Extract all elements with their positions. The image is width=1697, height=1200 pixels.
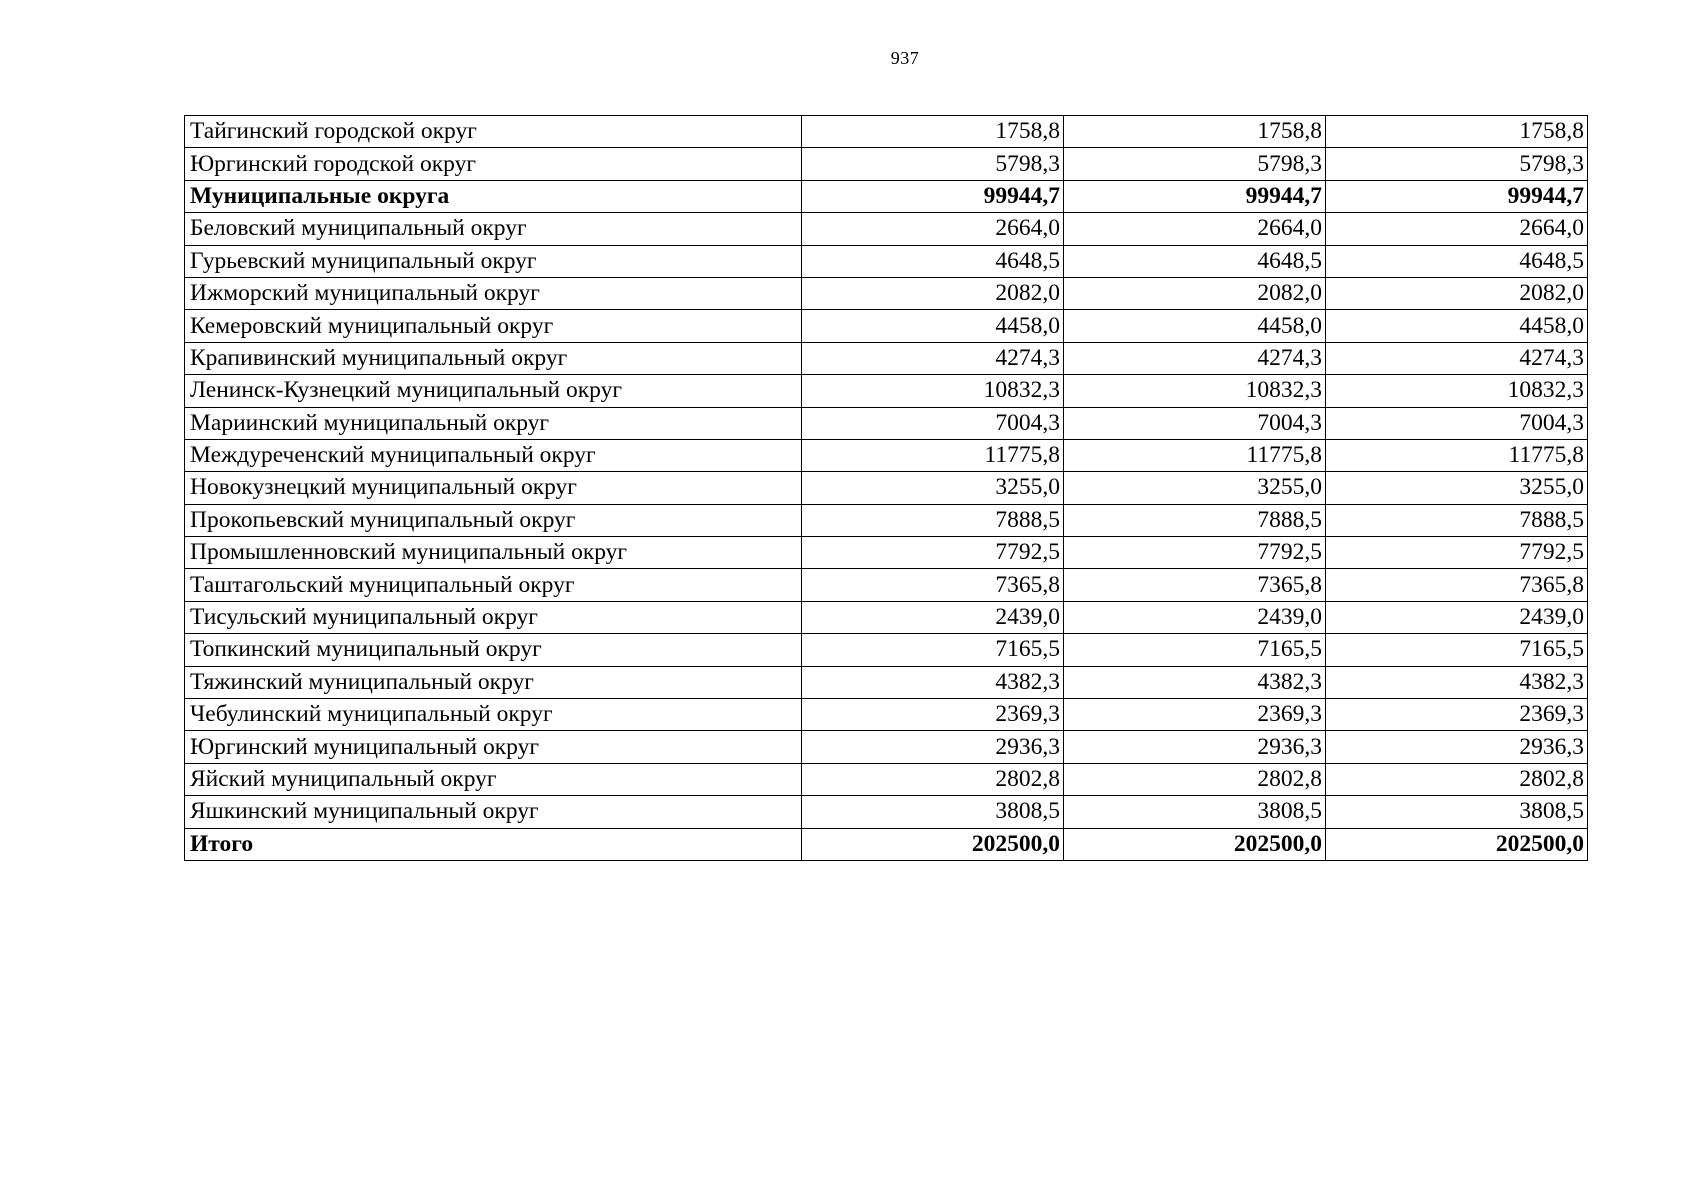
table-row — [185, 504, 1588, 536]
value-cell-2: 7365,8 — [1064, 569, 1326, 601]
value-cell-3: 7165,5 — [1326, 634, 1588, 666]
table-row — [185, 634, 1588, 666]
municipality-name-cell: Крапивинский муниципальный округ — [185, 342, 802, 374]
value-cell-2: 1758,8 — [1064, 116, 1326, 148]
municipality-name-cell: Ижморский муниципальный округ — [185, 277, 802, 309]
value-cell-3: 3808,5 — [1326, 796, 1588, 828]
value-cell-1: 4648,5 — [802, 245, 1064, 277]
value-cell-1: 2369,3 — [802, 699, 1064, 731]
value-cell-3: 2369,3 — [1326, 699, 1588, 731]
value-cell-2: 5798,3 — [1064, 148, 1326, 180]
municipality-name-cell: Юргинский муниципальный округ — [185, 731, 802, 763]
value-cell-2: 4274,3 — [1064, 342, 1326, 374]
municipality-name-cell: Ленинск-Кузнецкий муниципальный округ — [185, 375, 802, 407]
value-cell-3: 2082,0 — [1326, 277, 1588, 309]
table-row — [185, 763, 1588, 795]
value-cell-2: 2802,8 — [1064, 763, 1326, 795]
value-cell-2: 3808,5 — [1064, 796, 1326, 828]
table-row — [185, 148, 1588, 180]
value-cell-2: 99944,7 — [1064, 180, 1326, 212]
value-cell-3: 2802,8 — [1326, 763, 1588, 795]
value-cell-2: 10832,3 — [1064, 375, 1326, 407]
municipality-name-cell: Яйский муниципальный округ — [185, 763, 802, 795]
value-cell-2: 4458,0 — [1064, 310, 1326, 342]
value-cell-3: 2439,0 — [1326, 601, 1588, 633]
table-row — [185, 375, 1588, 407]
table-row — [185, 407, 1588, 439]
municipality-name-cell: Топкинский муниципальный округ — [185, 634, 802, 666]
value-cell-3: 2936,3 — [1326, 731, 1588, 763]
table-row — [185, 666, 1588, 698]
value-cell-3: 11775,8 — [1326, 439, 1588, 471]
value-cell-1: 99944,7 — [802, 180, 1064, 212]
value-cell-1: 7792,5 — [802, 537, 1064, 569]
value-cell-1: 2439,0 — [802, 601, 1064, 633]
value-cell-1: 2664,0 — [802, 213, 1064, 245]
municipality-name-cell: Тисульский муниципальный округ — [185, 601, 802, 633]
table-row — [185, 537, 1588, 569]
table-body — [185, 116, 1588, 861]
table-row — [185, 731, 1588, 763]
value-cell-3: 7004,3 — [1326, 407, 1588, 439]
value-cell-2: 7165,5 — [1064, 634, 1326, 666]
table-row — [185, 796, 1588, 828]
value-cell-3: 4458,0 — [1326, 310, 1588, 342]
table-row — [185, 116, 1588, 148]
municipality-name-cell: Прокопьевский муниципальный округ — [185, 504, 802, 536]
table-row — [185, 245, 1588, 277]
municipality-name-cell: Гурьевский муниципальный округ — [185, 245, 802, 277]
value-cell-1: 2936,3 — [802, 731, 1064, 763]
value-cell-2: 7792,5 — [1064, 537, 1326, 569]
value-cell-2: 11775,8 — [1064, 439, 1326, 471]
value-cell-1: 3808,5 — [802, 796, 1064, 828]
table-row — [185, 569, 1588, 601]
municipality-name-cell: Яшкинский муниципальный округ — [185, 796, 802, 828]
value-cell-1: 4274,3 — [802, 342, 1064, 374]
value-cell-2: 202500,0 — [1064, 828, 1326, 860]
table-row — [185, 310, 1588, 342]
value-cell-1: 11775,8 — [802, 439, 1064, 471]
municipality-name-cell: Муниципальные округа — [185, 180, 802, 212]
municipality-name-cell: Итого — [185, 828, 802, 860]
value-cell-3: 202500,0 — [1326, 828, 1588, 860]
value-cell-3: 4648,5 — [1326, 245, 1588, 277]
value-cell-1: 7165,5 — [802, 634, 1064, 666]
value-cell-3: 5798,3 — [1326, 148, 1588, 180]
table-row — [185, 213, 1588, 245]
municipality-name-cell: Мариинский муниципальный округ — [185, 407, 802, 439]
value-cell-3: 3255,0 — [1326, 472, 1588, 504]
value-cell-1: 5798,3 — [802, 148, 1064, 180]
value-cell-1: 7004,3 — [802, 407, 1064, 439]
value-cell-3: 1758,8 — [1326, 116, 1588, 148]
value-cell-1: 2802,8 — [802, 763, 1064, 795]
value-cell-3: 10832,3 — [1326, 375, 1588, 407]
value-cell-3: 2664,0 — [1326, 213, 1588, 245]
value-cell-3: 7888,5 — [1326, 504, 1588, 536]
value-cell-1: 202500,0 — [802, 828, 1064, 860]
value-cell-3: 99944,7 — [1326, 180, 1588, 212]
value-cell-1: 7888,5 — [802, 504, 1064, 536]
value-cell-2: 2082,0 — [1064, 277, 1326, 309]
municipality-name-cell: Беловский муниципальный округ — [185, 213, 802, 245]
value-cell-2: 4382,3 — [1064, 666, 1326, 698]
value-cell-2: 7888,5 — [1064, 504, 1326, 536]
value-cell-2: 2369,3 — [1064, 699, 1326, 731]
municipality-name-cell: Новокузнецкий муниципальный округ — [185, 472, 802, 504]
page-number: 937 — [890, 48, 920, 68]
value-cell-3: 7365,8 — [1326, 569, 1588, 601]
value-cell-3: 4274,3 — [1326, 342, 1588, 374]
table-row — [185, 472, 1588, 504]
municipality-name-cell: Тяжинский муниципальный округ — [185, 666, 802, 698]
table-row — [185, 180, 1588, 212]
municipality-name-cell: Таштагольский муниципальный округ — [185, 569, 802, 601]
municipality-name-cell: Междуреченский муниципальный округ — [185, 439, 802, 471]
value-cell-1: 4382,3 — [802, 666, 1064, 698]
table-row — [185, 342, 1588, 374]
value-cell-2: 7004,3 — [1064, 407, 1326, 439]
value-cell-2: 3255,0 — [1064, 472, 1326, 504]
table-row — [185, 601, 1588, 633]
value-cell-1: 1758,8 — [802, 116, 1064, 148]
table-row — [185, 439, 1588, 471]
value-cell-1: 4458,0 — [802, 310, 1064, 342]
value-cell-3: 7792,5 — [1326, 537, 1588, 569]
value-cell-2: 2936,3 — [1064, 731, 1326, 763]
value-cell-3: 4382,3 — [1326, 666, 1588, 698]
value-cell-2: 2664,0 — [1064, 213, 1326, 245]
allocation-table — [184, 115, 1588, 861]
value-cell-2: 4648,5 — [1064, 245, 1326, 277]
municipality-name-cell: Юргинский городской округ — [185, 148, 802, 180]
table-row — [185, 828, 1588, 860]
value-cell-2: 2439,0 — [1064, 601, 1326, 633]
municipality-name-cell: Кемеровский муниципальный округ — [185, 310, 802, 342]
value-cell-1: 3255,0 — [802, 472, 1064, 504]
municipality-name-cell: Промышленновский муниципальный округ — [185, 537, 802, 569]
value-cell-1: 10832,3 — [802, 375, 1064, 407]
value-cell-1: 2082,0 — [802, 277, 1064, 309]
table-row — [185, 699, 1588, 731]
table-row — [185, 277, 1588, 309]
municipality-name-cell: Тайгинский городской округ — [185, 116, 802, 148]
municipality-name-cell: Чебулинский муниципальный округ — [185, 699, 802, 731]
value-cell-1: 7365,8 — [802, 569, 1064, 601]
